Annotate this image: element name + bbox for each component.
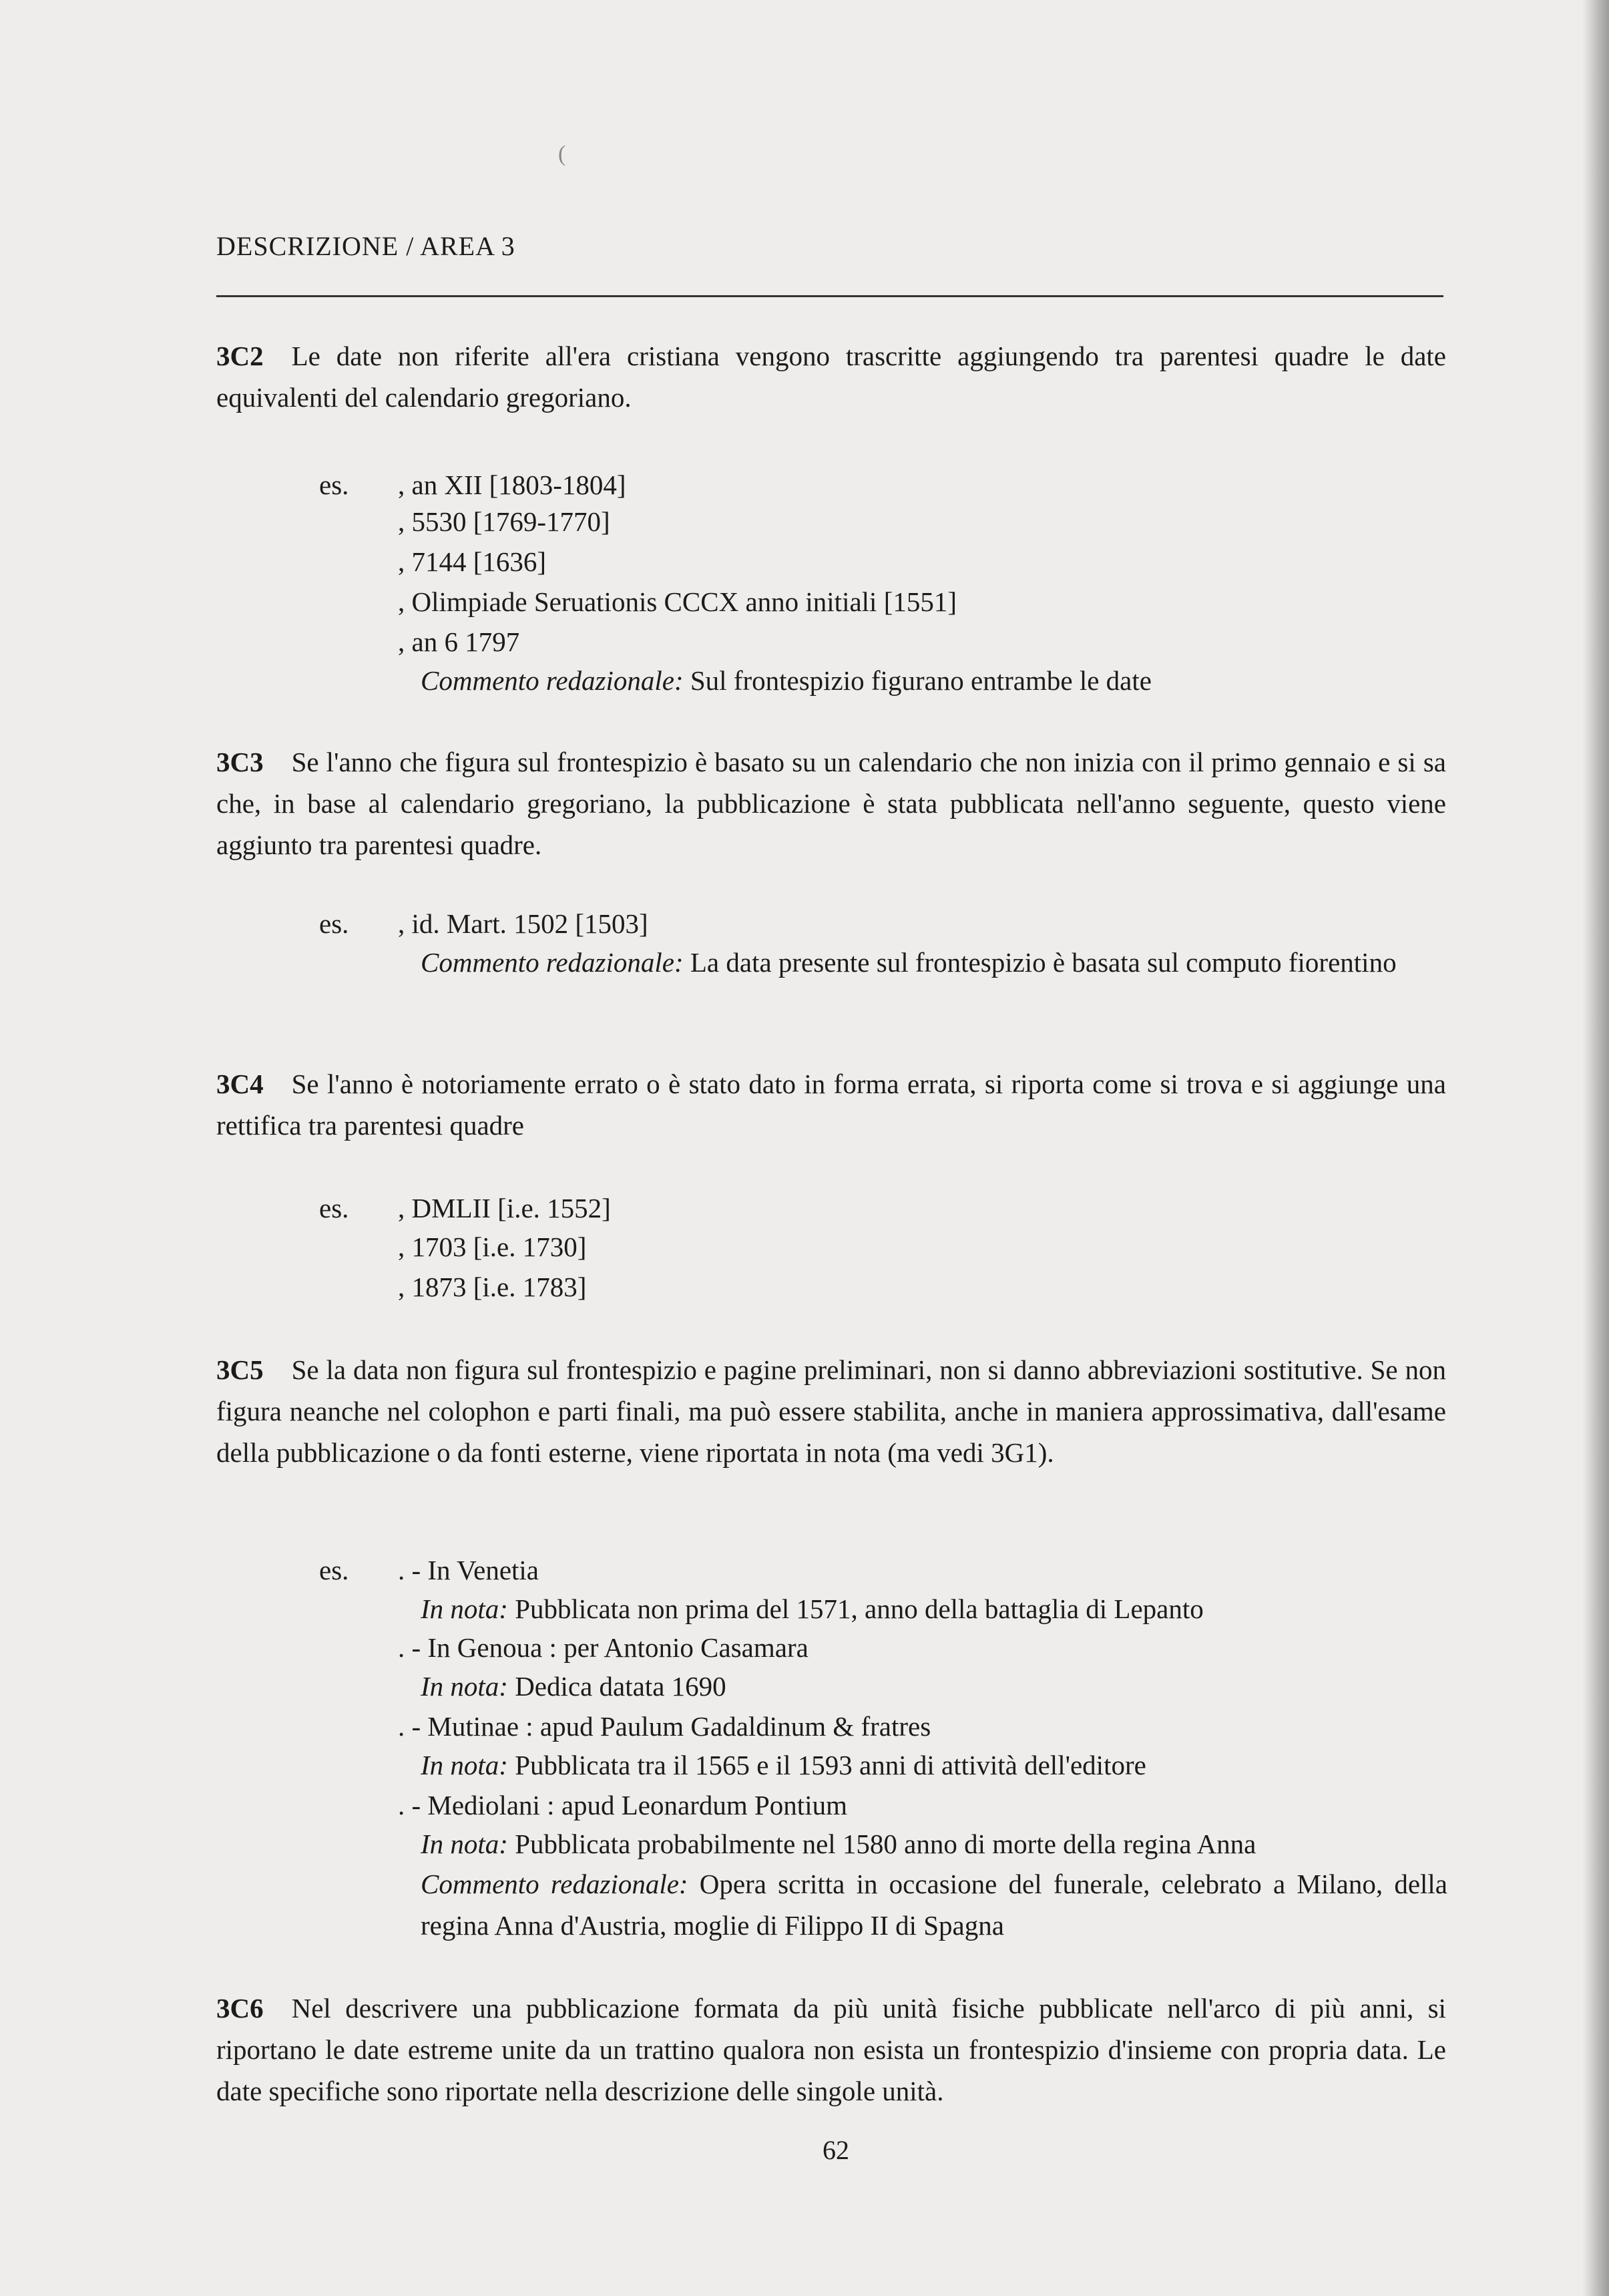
section-code: 3C2 <box>216 341 264 371</box>
note-text: Pubblicata tra il 1565 e il 1593 anni di attività dell'editore <box>507 1750 1146 1780</box>
comment-label: Commento redazionale: <box>421 947 684 978</box>
section-3c3 <box>216 741 1446 866</box>
editorial-comment <box>421 942 1447 983</box>
example-label: es. <box>319 1555 349 1585</box>
section-3c6 <box>216 1987 1446 2112</box>
note-label: In nota: <box>421 1750 508 1780</box>
example-line: , an XII [1803-1804] <box>398 469 626 500</box>
note-line <box>421 1744 1146 1786</box>
editorial-comment <box>421 1863 1447 1946</box>
page-edge-shadow <box>1582 0 1609 2296</box>
example-line: , 1873 [i.e. 1783] <box>398 1272 587 1302</box>
stray-mark: ( <box>558 142 566 166</box>
section-3c5 <box>216 1349 1446 1473</box>
example-label: es. <box>319 908 349 939</box>
example-label: es. <box>319 469 349 500</box>
section-3c4 <box>216 1063 1446 1146</box>
example-line: , 7144 [1636] <box>398 546 547 577</box>
example-line: , an 6 1797 <box>398 626 520 657</box>
section-code: 3C5 <box>216 1354 264 1385</box>
header-rule <box>216 295 1443 297</box>
note-line <box>421 1588 1204 1630</box>
note-text: Pubblicata probabilmente nel 1580 anno di morte della regina Anna <box>507 1829 1256 1859</box>
note-label: In nota: <box>421 1593 508 1624</box>
section-code: 3C6 <box>216 1993 264 2024</box>
comment-label: Commento redazionale: <box>421 1869 688 1899</box>
section-code: 3C4 <box>216 1069 264 1099</box>
example-line: , Olimpiade Seruationis CCCX anno initiali [1551] <box>398 586 957 617</box>
example-label: es. <box>319 1193 349 1223</box>
editorial-comment <box>421 660 1152 701</box>
section-code: 3C3 <box>216 747 264 777</box>
section-text: Le date non riferite all'era cristiana vengono trascritte aggiungendo tra parentesi quadre le date equivalenti del calendario gregoriano. <box>216 341 1446 413</box>
section-text: Nel descrivere una pubblicazione formata da più unità fisiche pubblicate nell'arco di più anni, si riportano le date estreme unite da un trattino qualora non esista un frontespizio d'insieme con propria data. Le date specifiche sono riportate nella descrizione delle singole unità. <box>216 1993 1446 2106</box>
example-line: , DMLII [i.e. 1552] <box>398 1193 611 1223</box>
example-line: . - In Genoua : per Antonio Casamara <box>398 1632 809 1663</box>
example-line: . - Mutinae : apud Paulum Gadaldinum & fratres <box>398 1711 931 1742</box>
comment-text: Opera scritta in occasione del funerale, celebrato a Milano, della regina Anna d'Austria, moglie di Filippo II di Spagna <box>421 1869 1447 1941</box>
example-line: . - Mediolani : apud Leonardum Pontium <box>398 1790 847 1821</box>
note-label: In nota: <box>421 1671 508 1702</box>
section-text: Se l'anno che figura sul frontespizio è basato su un calendario che non inizia con il primo gennaio e si sa che, in base al calendario gregoriano, la pubblicazione è stata pubblicata nell'anno seguente, questo viene aggiunto tra parentesi quadre. <box>216 747 1446 860</box>
comment-text: Sul frontespizio figurano entrambe le date <box>683 665 1152 696</box>
section-3c2 <box>216 335 1446 418</box>
example-line: . - In Venetia <box>398 1555 539 1585</box>
example-line: , 5530 [1769-1770] <box>398 506 610 537</box>
note-text: Dedica datata 1690 <box>507 1671 726 1702</box>
section-text: Se l'anno è notoriamente errato o è stato dato in forma errata, si riporta come si trova e si aggiunge una rettifica tra parentesi quadre <box>216 1069 1446 1141</box>
note-text: Pubblicata non prima del 1571, anno della battaglia di Lepanto <box>507 1593 1204 1624</box>
note-label: In nota: <box>421 1829 508 1859</box>
section-text: Se la data non figura sul frontespizio e pagine preliminari, non si danno abbreviazioni sostitutive. Se non figura neanche nel colophon e parti finali, ma può essere stabilita, anche in maniera approssimativa, dall'esame della pubblicazione o da fonti esterne, viene riportata in nota (ma vedi 3G1). <box>216 1354 1446 1468</box>
note-line <box>421 1823 1256 1865</box>
comment-label: Commento redazionale: <box>421 665 684 696</box>
comment-text: La data presente sul frontespizio è basata sul computo fiorentino <box>683 947 1397 978</box>
example-line: , 1703 [i.e. 1730] <box>398 1231 587 1262</box>
note-line <box>421 1666 726 1707</box>
page-number: 62 <box>823 2135 849 2165</box>
running-header: DESCRIZIONE / AREA 3 <box>216 231 515 261</box>
example-line: , id. Mart. 1502 [1503] <box>398 908 648 939</box>
